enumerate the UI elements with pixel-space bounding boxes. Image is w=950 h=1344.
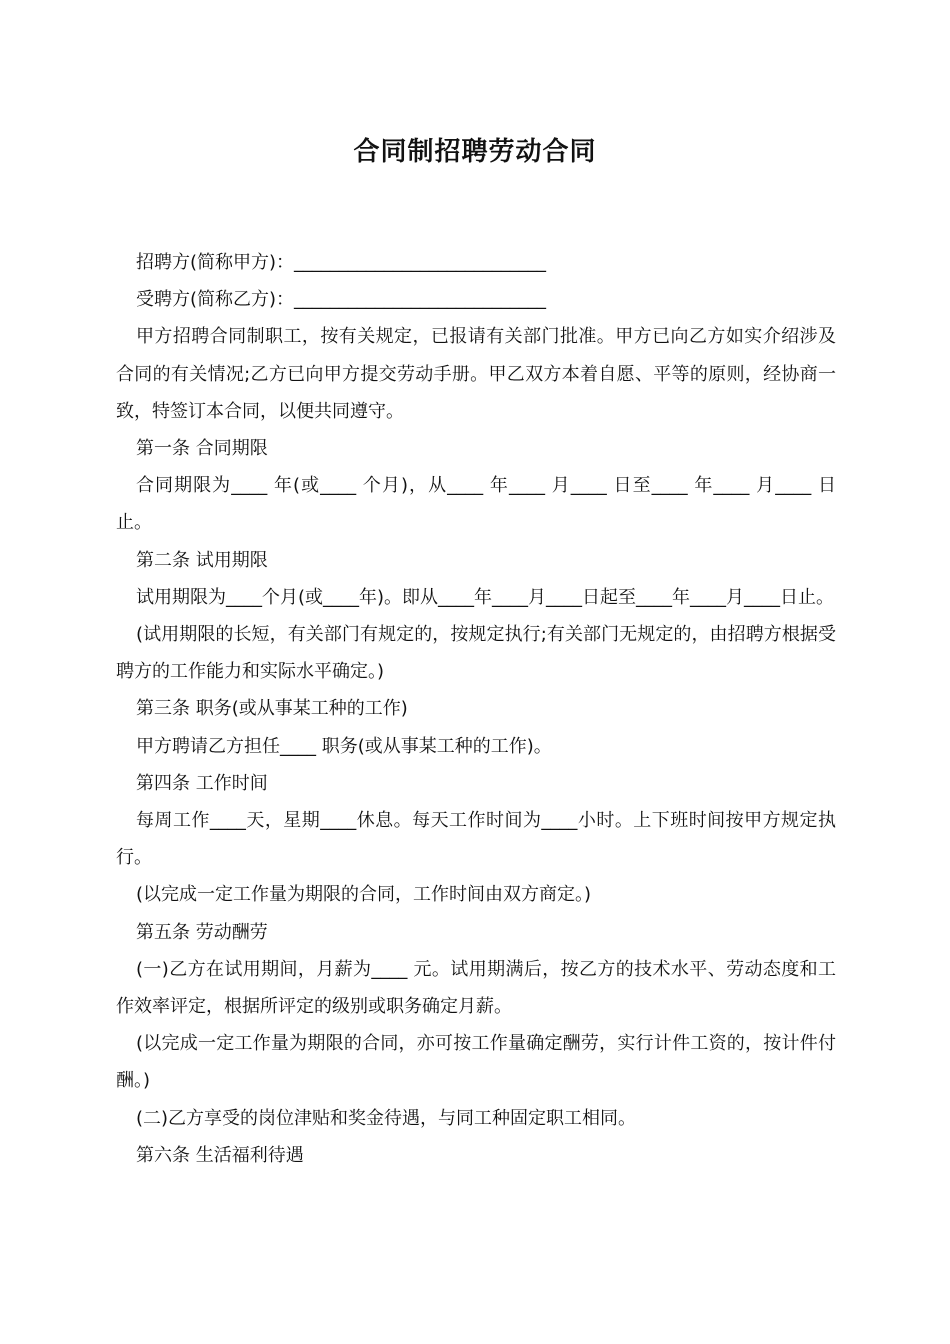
article-1-heading: 第一条 合同期限 — [136, 438, 268, 460]
party-b-line: 受聘方(简称乙方)：____________________________ — [136, 289, 547, 311]
article-3-heading: 第三条 职务(或从事某工种的工作) — [136, 698, 408, 720]
preamble-paragraph: 甲方招聘合同制职工，按有关规定，已报请有关部门批准。甲方已向乙方如实介绍涉及合同的有关情况;乙方已向甲方提交劳动手册。甲乙双方本着自愿、平等的原则，经协商一致，特签订本合同，以便共同遵守。 — [116, 326, 836, 422]
article-3-text: 甲方聘请乙方担任____ 职务(或从事某工种的工作)。 — [136, 735, 552, 757]
article-4-note: (以完成一定工作量为期限的合同，工作时间由双方商定。) — [136, 884, 592, 906]
article-5-clause-2: (二)乙方享受的岗位津贴和奖金待遇，与同工种固定职工相同。 — [136, 1107, 637, 1129]
document-title: 合同制招聘劳动合同 — [353, 137, 597, 167]
article-2-text: 试用期限为____个月(或____年)。即从____年____月____日起至____年____月____日止。 — [136, 586, 835, 608]
article-2-heading: 第二条 试用期限 — [136, 549, 268, 571]
article-5-heading: 第五条 劳动酬劳 — [136, 921, 268, 943]
article-5-clause-1: (一)乙方在试用期间，月薪为____ 元。试用期满后，按乙方的技术水平、劳动态度和工作效率评定，根据所评定的级别或职务确定月薪。 — [116, 958, 836, 1018]
article-1-text: 合同期限为____ 年(或____ 个月)，从____ 年____ 月____ 日至____ 年____ 月____ 日止。 — [116, 475, 836, 534]
article-2-note: (试用期限的长短，有关部门有规定的，按规定执行;有关部门无规定的，由招聘方根据受聘方的工作能力和实际水平确定。) — [116, 624, 836, 683]
document-body — [116, 244, 836, 1174]
article-5-note: (以完成一定工作量为期限的合同，亦可按工作量确定酬劳，实行计件工资的，按计件付酬。) — [116, 1033, 836, 1092]
article-6-heading: 第六条 生活福利待遇 — [136, 1144, 304, 1166]
article-4-text: 每周工作____天，星期____休息。每天工作时间为____小时。上下班时间按甲方规定执行。 — [116, 810, 836, 869]
party-a-line: 招聘方(简称甲方)：____________________________ — [136, 252, 547, 273]
article-4-heading: 第四条 工作时间 — [136, 772, 268, 794]
